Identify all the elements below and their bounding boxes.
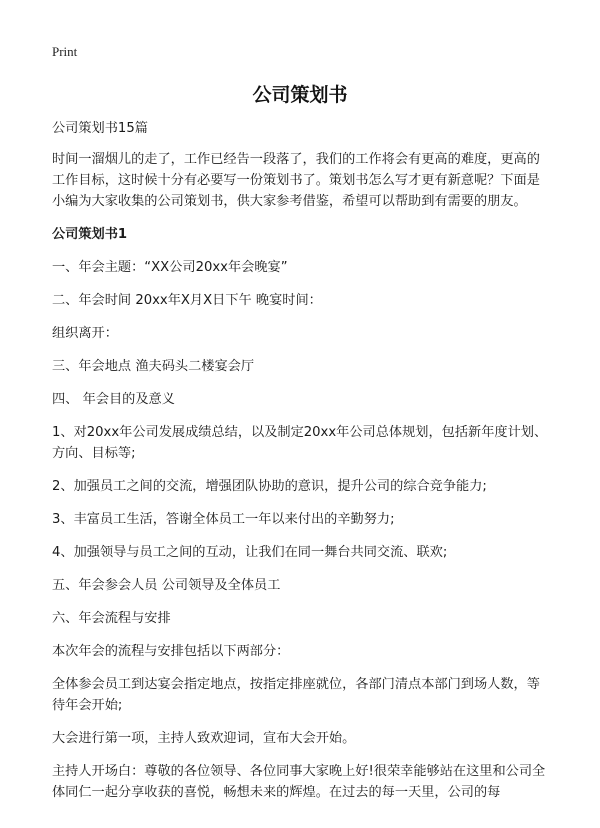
paragraph: 一、年会主题：“XX公司20xx年会晚宴” — [52, 260, 288, 275]
intro-paragraph: 时间一溜烟儿的走了，工作已经告一段落了，我们的工作将会有更高的难度，更高的工作目标，这时候十分有必要写一份策划书了。策划书怎么写才更有新意呢？下面是小编为大家收集的公司策划书，供大家参考借鉴，希望可以帮助到有需要的朋友。 — [52, 152, 540, 209]
document-body — [52, 118, 552, 815]
paragraph: 三、年会地点 渔夫码头二楼宴会厅 — [52, 359, 255, 374]
page-title: 公司策划书 — [252, 84, 348, 106]
paragraph: 1、对20xx年公司发展成绩总结，以及制定20xx年公司总体规划，包括新年度计划、方向、目标等; — [52, 425, 548, 461]
paragraph: 五、年会参会人员 公司领导及全体员工 — [52, 578, 281, 593]
document-subtitle: 公司策划书15篇 — [52, 121, 148, 136]
print-label: Print — [52, 44, 78, 59]
paragraph: 本次年会的流程与安排包括以下两部分： — [52, 644, 290, 659]
paragraph: 六、年会流程与安排 — [52, 611, 171, 626]
paragraph: 四、 年会目的及意义 — [52, 392, 175, 407]
paragraph: 主持人开场白：尊敬的各位领导、各位同事大家晚上好!很荣幸能够站在这里和公司全体同仁一起分享收获的喜悦，畅想未来的辉煌。在过去的每一天里，公司的每 — [52, 764, 546, 800]
section-heading: 公司策划书1 — [52, 227, 128, 242]
paragraph: 全体参会员工到达宴会指定地点，按指定排座就位，各部门清点本部门到场人数，等待年会开始; — [52, 677, 540, 713]
paragraph: 大会进行第一项，主持人致欢迎词，宣布大会开始。 — [52, 731, 356, 746]
paragraph: 2、加强员工之间的交流，增强团队协助的意识，提升公司的综合竞争能力; — [52, 479, 487, 494]
paragraph: 组织离开： — [52, 326, 118, 341]
paragraph: 4、加强领导与员工之间的互动，让我们在同一舞台共同交流、联欢; — [52, 545, 448, 560]
paragraph: 3、丰富员工生活，答谢全体员工一年以来付出的辛勤努力; — [52, 512, 395, 527]
paragraph: 二、年会时间 20xx年X月X日下午 晚宴时间： — [52, 293, 322, 308]
